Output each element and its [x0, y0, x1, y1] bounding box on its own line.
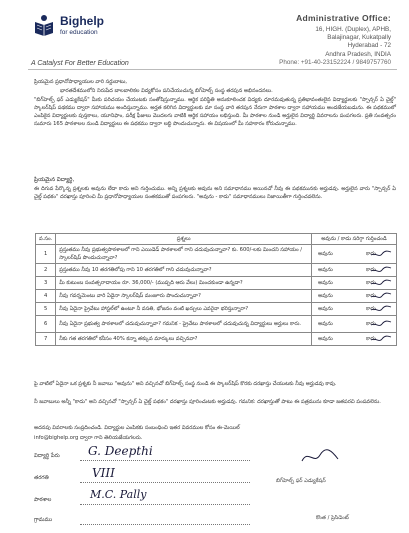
answer-yes-option[interactable]: అవును: [318, 267, 333, 273]
answer-yes-option[interactable]: అవును: [318, 293, 333, 299]
village-underline: [80, 524, 250, 525]
column-header-number: వ.సం.: [36, 234, 56, 245]
column-header-question: ప్రశ్నలు: [56, 234, 312, 245]
class-label: తరగతి: [34, 475, 49, 481]
greeting-line: భారతదేశములోని నిరుపేద బాలబాలికల విద్యకోసం పనిచేయుచున్న బిగ్‌హెల్ప్ సంస్థ తరపున అభినందనలు.: [60, 88, 273, 94]
row-number: 2: [36, 264, 56, 277]
organization-name: బిగ్‌హెల్ప్ ఫర్ ఎడ్యుకేషన్: [276, 478, 326, 484]
row-question: ప్రస్తుతము నీవు ప్రభుత్వపాఠశాలలో గాని ఎయిడెడ్ పాఠశాలలో గాని చదువుచున్నావా? కు. 600/-లకు మించని సహాయం / స్కాలర్‌షిప్ పొందుచున్నావా?: [56, 245, 312, 264]
handwritten-check-icon: [370, 291, 392, 301]
answer-no-option[interactable]: కాదు: [366, 280, 376, 286]
answer-yes-option[interactable]: అవును: [318, 306, 333, 312]
row-question: నీవు ఏదైనా ప్రైవేటు హాస్టల్‌లో ఉంటూ నీ వసతి, భోజనం వంటి ఖర్చులు ఎవరైనా భరిస్తున్నారా?: [56, 303, 312, 316]
answer-no-option[interactable]: కాదు: [366, 293, 376, 299]
table-row: [36, 303, 397, 316]
student-name-label: విద్యార్థి పేరు: [34, 453, 60, 459]
answer-yes-option[interactable]: అవును: [318, 251, 333, 257]
handwritten-check-icon: [370, 278, 392, 288]
office-address-block: [279, 13, 391, 66]
row-answer-cell: [312, 333, 397, 346]
handwritten-check-icon: [370, 334, 392, 344]
signature-scribble: [300, 447, 340, 467]
eligibility-table: [35, 233, 397, 346]
class-underline: [80, 482, 250, 483]
row-answer-cell: [312, 245, 397, 264]
row-question: నీకు గత తరగతిలో కనీసం 40% కన్నా తక్కువ మార్కులు వచ్చినవా?: [56, 333, 312, 346]
row-number: 4: [36, 290, 56, 303]
row-answer-cell: [312, 277, 397, 290]
row-question: మీ కుటుంబ సంవత్సరాదాయం రూ. 36,000/- (ముప్పది ఆరు వేలు) మించకుండా ఉన్నదా?: [56, 277, 312, 290]
contact-email-line: info@bighelp.org ద్వారా గాని తెలియజేయగలరు.: [34, 435, 143, 441]
school-value: M.C. Pally: [90, 488, 147, 501]
row-number: 1: [36, 245, 56, 264]
answer-no-option[interactable]: కాదు: [366, 267, 376, 273]
address-line: 16, HIGH. (Duplex), APHB,: [315, 26, 391, 33]
student-salutation: ప్రియమైన విద్యార్థి,: [34, 177, 75, 183]
row-answer-cell: [312, 290, 397, 303]
name-underline: [80, 460, 250, 461]
row-number: 5: [36, 303, 56, 316]
answer-no-option[interactable]: కాదు: [366, 336, 376, 342]
row-question: నీవు గవర్నమెంటు వారి ఏదైనా స్కాలర్‌షిప్ మంజూరు పొందుచున్నావా?: [56, 290, 312, 303]
office-phone: Phone: +91-40-23152224 / 9849757760: [279, 58, 391, 66]
instructions-paragraph: ఈ దిగువ పేర్కొన్న ప్రశ్నలకు అవును లేదా కాదు అని గుర్తించుము. అన్ని ప్రశ్నలకు అవును అని సమాధానము అయినచో నీవు ఈ పథకమునకు అర్హుడవు. అర్హులైన వారు "స్పాన్సర్ ఏ చైల్డ్ పథకం" దరఖాస్తు పూరించి మీ ప్రధానోపాధ్యాయుల సంతకముతో పంపగలరు. "అవును - కాదు" సమాధానములు నిజాయితీగా గుర్తించవలెను.: [34, 186, 396, 200]
signatory-title: కొంత / ప్రెసిడెంట్: [316, 515, 349, 521]
row-answer-cell: [312, 316, 397, 333]
row-question: నీవు ఏదైనా ప్రభుత్వ పాఠశాలలో చదువుచున్నావా? గమనిక - ప్రైవేటు పాఠశాలలో చదువుచున్న విద్యార్థులు అర్హులు కారు.: [56, 316, 312, 333]
address-line: Balajinagar, Kukatpally: [327, 34, 391, 42]
tagline: A Catalyst For Better Education: [31, 60, 129, 67]
table-row: [36, 277, 397, 290]
column-header-answer: అవును / కాదు సరిగ్గా గుర్తించండి: [312, 234, 397, 245]
brand-subtitle: for education: [60, 29, 98, 36]
row-question: ప్రస్తుతము నీవు 10 తరగతిలోపు గాని 10 తరగతిలో గాని చదువుచున్నావా?: [56, 264, 312, 277]
row-number: 3: [36, 277, 56, 290]
note-paragraph: పై వాటిలో ఏదైనా ఒక ప్రశ్నకు నీ జవాబు "అవును" అని వచ్చినచో బిగ్‌హెల్ప్ సంస్థ నుండి ఈ స్కాలర్‌షిప్ కొరకు దరఖాస్తు చేయుటకు నీవు అర్హుడవు కావు.: [34, 381, 337, 387]
handwritten-check-icon: [370, 249, 392, 259]
table-row: [36, 290, 397, 303]
open-book-logo-icon: [34, 14, 54, 36]
answer-yes-option[interactable]: అవును: [318, 321, 333, 327]
address-line: Hyderabad - 72: [347, 42, 391, 50]
row-number: 7: [36, 333, 56, 346]
intro-paragraph: "బిగ్‌హెల్ప్ ఫర్ ఎడ్యుకేషన్" మీకు పరిచయం చేయుటకు సంతోషిస్తున్నాము. ఆర్థిక పరిస్థితి అనుకూలించక విద్యకు దూరమవుతున్న ప్రతిభావంతులైన విద్యార్థులకు "స్పాన్సర్ ఏ చైల్డ్" స్కాలర్‌షిప్ పథకము ద్వారా సహాయము అందిస్తున్నాము. అర్హత కలిగిన విద్యార్థులకు మా సంస్థ వారి తరపున నేరుగా పాఠశాల ద్వారా సహాయము అందజేయబడును. ఈ పథకములో ఎంపికైన విద్యార్థులకు పుస్తకాలు, యూనిఫాం, పరీక్ష ఫీజులు మొదలగు వాటికి ఆర్థిక సహాయం లభిస్తుంది. మీ పాఠశాల నుండి అర్హులైన విద్యార్థి వివరాలను పంపగలరు. ప్రతి సంవత్సరం సుమారు 165 పాఠశాలల నుండి విద్యార్థులు ఈ పథకము ద్వారా లబ్ధి పొందుచున్నారు. ఈ విషయంలో మీ సహకారం కోరుచున్నాము.: [34, 97, 396, 127]
class-value: VIII: [92, 466, 115, 480]
address-line: Andhra Pradesh, INDIA: [325, 50, 391, 58]
contact-paragraph: అదనపు వివరాలకు సంప్రదించండి. విద్యార్థుల ఎంపికకు సంబంధించి ఇతర వివరముల కోసం ఈ-మెయిల్: [34, 425, 240, 431]
row-number: 6: [36, 316, 56, 333]
student-name-value: G. Deepthi: [88, 444, 153, 458]
answer-yes-option[interactable]: అవును: [318, 280, 333, 286]
answer-yes-option[interactable]: అవును: [318, 336, 333, 342]
greeting-line: ప్రియమైన ప్రధానోపాధ్యాయుల వారి సర్దుబాటు,: [34, 79, 128, 85]
school-label: పాఠశాల: [34, 497, 52, 503]
school-underline: [80, 504, 250, 505]
table-row: [36, 316, 397, 333]
row-answer-cell: [312, 264, 397, 277]
handwritten-check-icon: [370, 319, 392, 329]
brand-name: Bighelp: [60, 14, 104, 28]
table-row: [36, 264, 397, 277]
table-header-row: [36, 234, 397, 245]
row-answer-cell: [312, 303, 397, 316]
village-label: గ్రామము: [34, 517, 53, 523]
note-paragraph: నీ జవాబులు అన్నీ "కాదు" అని వచ్చినచో "స్పాన్సర్ ఏ చైల్డ్ పథకం" దరఖాస్తు పూరించుటకు అర్హుడవు. గమనిక: దరఖాస్తుతో పాటు ఈ పత్రమును కూడా జతపరచి పంపవలెను.: [34, 399, 381, 405]
handwritten-check-icon: [370, 265, 392, 275]
handwritten-check-icon: [370, 304, 392, 314]
table-row: [36, 245, 397, 264]
answer-no-option[interactable]: కాదు: [366, 321, 376, 327]
answer-no-option[interactable]: కాదు: [366, 306, 376, 312]
header-divider: [28, 69, 397, 70]
answer-no-option[interactable]: కాదు: [366, 251, 376, 257]
office-title: Administrative Office:: [296, 13, 391, 23]
table-row: [36, 333, 397, 346]
